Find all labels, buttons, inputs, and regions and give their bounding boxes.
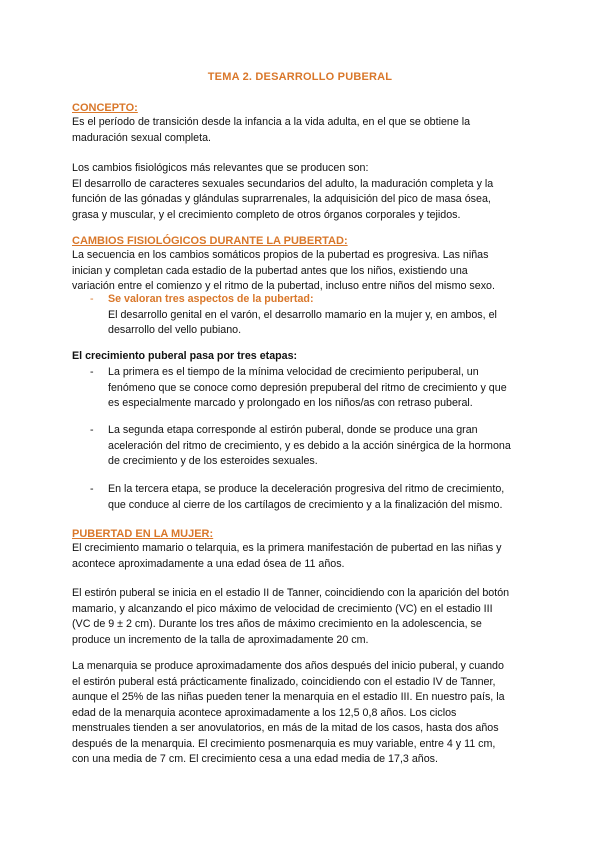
bullet-marker: - (90, 366, 94, 378)
mujer-heading: PUBERTAD EN LA MUJER: (72, 528, 214, 540)
text-line: con una media de 7 cm. El crecimiento cesa a una edad media de 17,3 años. (72, 753, 438, 765)
aspectos-bullet (108, 292, 528, 339)
cambios-pubertad-heading: CAMBIOS FISIOLÓGICOS DURANTE LA PUBERTAD: (72, 235, 348, 247)
text-line: variación entre el comienzo y el ritmo de la pubertad, incluso entre niños del mismo sexo. (72, 280, 495, 292)
bullet-title: Se valoran tres aspectos de la pubertad: (108, 293, 314, 305)
text-line: fenómeno que se conoce como depresión prepuberal del ritmo de crecimiento y que (108, 381, 507, 394)
text-line: La segunda etapa corresponde al estirón puberal, donde se produce una gran (108, 424, 478, 436)
text-line: después de la menarquia. El crecimiento posmenarquia es muy variable, entre 4 y 11 cm, (72, 737, 496, 750)
text-line: aceleración del ritmo de crecimiento, y es debido a la acción sinérgica de la hormona (108, 439, 511, 452)
text-line: La secuencia en los cambios somáticos propios de la pubertad es progresiva. Las niñas (72, 249, 489, 261)
text-line: La menarquia se produce aproximadamente dos años después del inicio puberal, y cuando (72, 660, 504, 672)
cambios-pubertad-paragraph (72, 248, 530, 295)
text-line: de crecimiento y de los esteroides sexuales. (108, 455, 318, 467)
text-line: El estirón puberal se inicia en el estadio II de Tanner, coincidiendo con la aparición del botón (72, 587, 510, 599)
text-line: el estirón puberal está prácticamente finalizado, coincidiendo con el estadio IV de Tanner, (72, 675, 496, 688)
text-line: que conduce al cierre de los cartílagos de crecimiento y a la finalización del mismo. (108, 498, 503, 511)
text-line: El desarrollo de caracteres sexuales secundarios del adulto, la maduración completa y la (72, 177, 494, 190)
text-line: Es el período de transición desde la infancia a la vida adulta, en el que se obtiene la (72, 116, 471, 128)
text-line: edad de la menarquia acontece aproximadamente a los 12,5 0,8 años. Los ciclos (72, 706, 457, 719)
text-line: mamario, y alcanzando el pico máximo de velocidad de crecimiento (VC) en el estadio III (72, 602, 493, 615)
document-title: TEMA 2. DESARROLLO PUBERAL (207, 71, 393, 83)
mujer-paragraph-3 (72, 659, 530, 768)
text-line: Los cambios fisiológicos más relevantes que se producen son: (72, 162, 369, 174)
text-line: El crecimiento mamario o telarquia, es la primera manifestación de pubertad en las niñas y (72, 542, 502, 554)
bullet-marker: - (90, 483, 94, 495)
text-line: La primera es el tiempo de la mínima velocidad de crecimiento peripuberal, un (108, 366, 479, 378)
crecimiento-heading: El crecimiento puberal pasa por tres etapas: (72, 350, 298, 362)
etapa-1 (108, 365, 528, 412)
text-line: El desarrollo genital en el varón, el desarrollo mamario en la mujer y, en ambos, el (108, 308, 497, 321)
bullet-marker: - (90, 293, 94, 305)
cambios-intro-paragraph (72, 161, 530, 223)
mujer-paragraph-1 (72, 541, 530, 572)
text-line: desarrollo del vello pubiano. (108, 324, 242, 336)
etapa-3 (108, 482, 528, 513)
text-line: (VC de 9 ± 2 cm). Durante los tres años de máximo crecimiento en la adolescencia, se (72, 618, 482, 630)
text-line: produce un incremento de la talla de aproximadamente 20 cm. (72, 633, 369, 646)
text-line: menstruales tienden a ser anovulatorios, en más de la mitad de los casos, hasta dos años (72, 722, 499, 734)
text-line: grasa y muscular, y el crecimiento completo de otros órganos corporales y tejidos. (72, 208, 461, 221)
text-line: es especialmente marcado y prolongado en los niños/as con retraso puberal. (108, 397, 473, 409)
concepto-paragraph (72, 115, 530, 146)
text-line: función de las gónadas y glándulas suprarrenales, la adquisición del pico de masa ósea, (72, 193, 491, 205)
text-line: acontece aproximadamente a una edad ósea de 11 años. (72, 557, 345, 570)
text-line: inician y completan cada estadio de la pubertad antes que los niños, existiendo una (72, 264, 468, 277)
etapa-2 (108, 423, 528, 470)
concepto-heading: CONCEPTO: (72, 102, 138, 114)
text-line: aunque el 25% de las niñas pueden tener la menarquia en el estadio III. En nuestro país, la (72, 691, 505, 703)
mujer-paragraph-2 (72, 586, 530, 648)
bullet-marker: - (90, 424, 94, 436)
text-line: maduración sexual completa. (72, 131, 212, 144)
text-line: En la tercera etapa, se produce la deceleración progresiva del ritmo de crecimiento, (108, 483, 505, 495)
